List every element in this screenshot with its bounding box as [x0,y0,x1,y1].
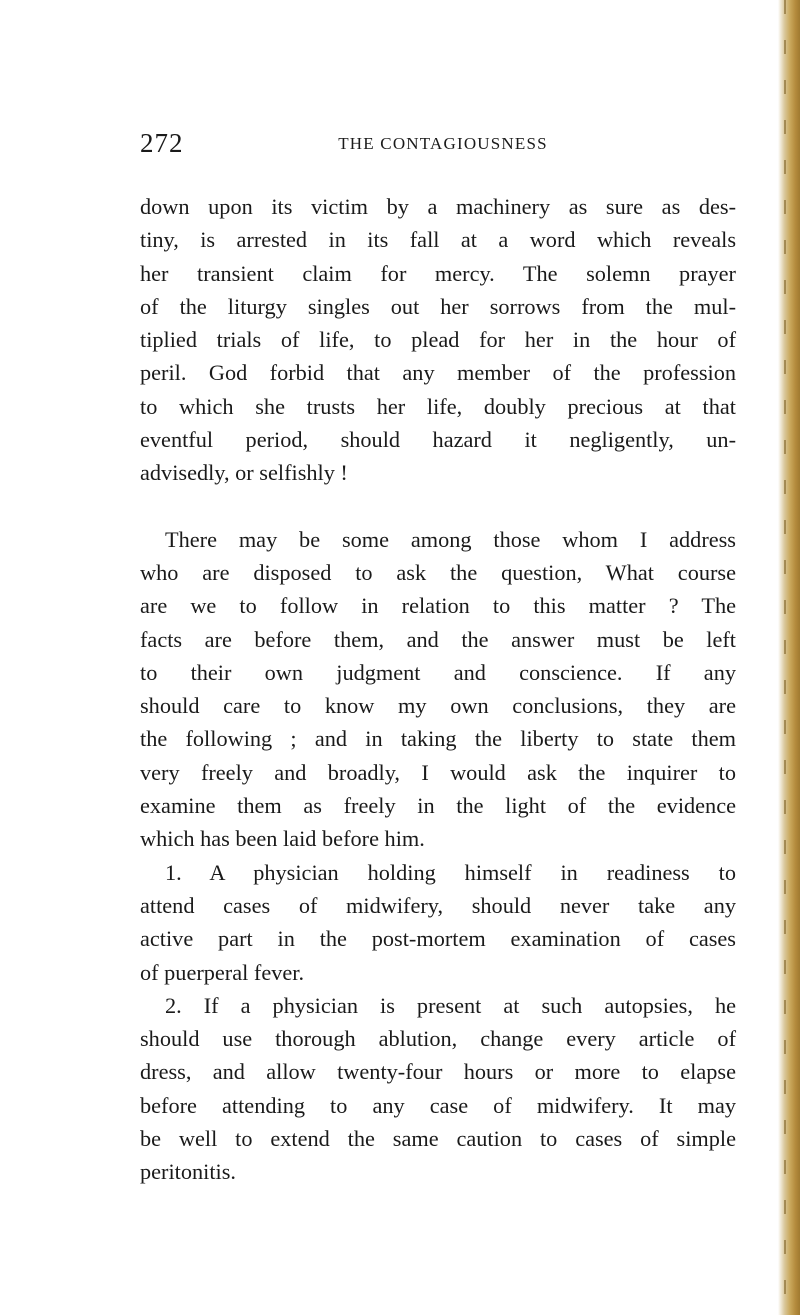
paragraph-2 [140,523,736,856]
text-line: dress, and allow twenty-four hours or more to elapse [140,1059,736,1085]
paragraph-gap [140,490,736,523]
text-line: eventful period, should hazard it negligently, un- [140,427,736,453]
text-line: who are disposed to ask the question, What course [140,559,736,585]
text-line: of the liturgy singles out her sorrows from the mul- [140,293,736,319]
text-line: before attending to any case of midwifery. It may [140,1092,736,1118]
text-line: advisedly, or selfishly ! [140,460,348,486]
text-line: be well to extend the same caution to cases of simple [140,1126,736,1152]
text-line: attend cases of midwifery, should never take any [140,892,736,918]
text-line: tiny, is arrested in its fall at a word which reveals [140,227,736,253]
text-line: facts are before them, and the answer must be left [140,626,736,652]
text-line: should use thorough ablution, change every article of [140,1026,736,1052]
text-line: which has been laid before him. [140,826,425,852]
body-text [140,190,736,1189]
text-line: to their own judgment and conscience. If any [140,659,736,685]
text-line: the following ; and in taking the liberty to state them [140,726,736,752]
text-line: tiplied trials of life, to plead for her in the hour of [140,327,736,353]
text-line: of puerperal fever. [140,959,305,985]
text-line: examine them as freely in the light of the evidence [140,793,736,819]
text-line: active part in the post-mortem examination of cases [140,926,736,952]
text-line: peril. God forbid that any member of the profession [140,360,736,386]
page-edge [778,0,800,1315]
text-line: 1. A physician holding himself in readiness to [165,859,736,885]
numbered-item-1 [140,856,736,989]
text-line: her transient claim for mercy. The solemn prayer [140,260,736,286]
text-line: very freely and broadly, I would ask the inquirer to [140,759,736,785]
page-header [140,128,746,168]
text-line: are we to follow in relation to this matter ? The [140,593,736,619]
text-line: 2. If a physician is present at such autopsies, he [165,992,736,1018]
paragraph-1 [140,190,736,490]
text-line: down upon its victim by a machinery as sure as des- [140,194,736,219]
running-head: THE CONTAGIOUSNESS [338,134,548,153]
text-line: There may be some among those whom I address [165,526,736,552]
text-line: should care to know my own conclusions, they are [140,693,736,719]
text-line: to which she trusts her life, doubly precious at that [140,393,736,419]
numbered-item-2 [140,989,736,1189]
page-number: 272 [140,128,184,158]
text-line: peritonitis. [140,1159,236,1185]
